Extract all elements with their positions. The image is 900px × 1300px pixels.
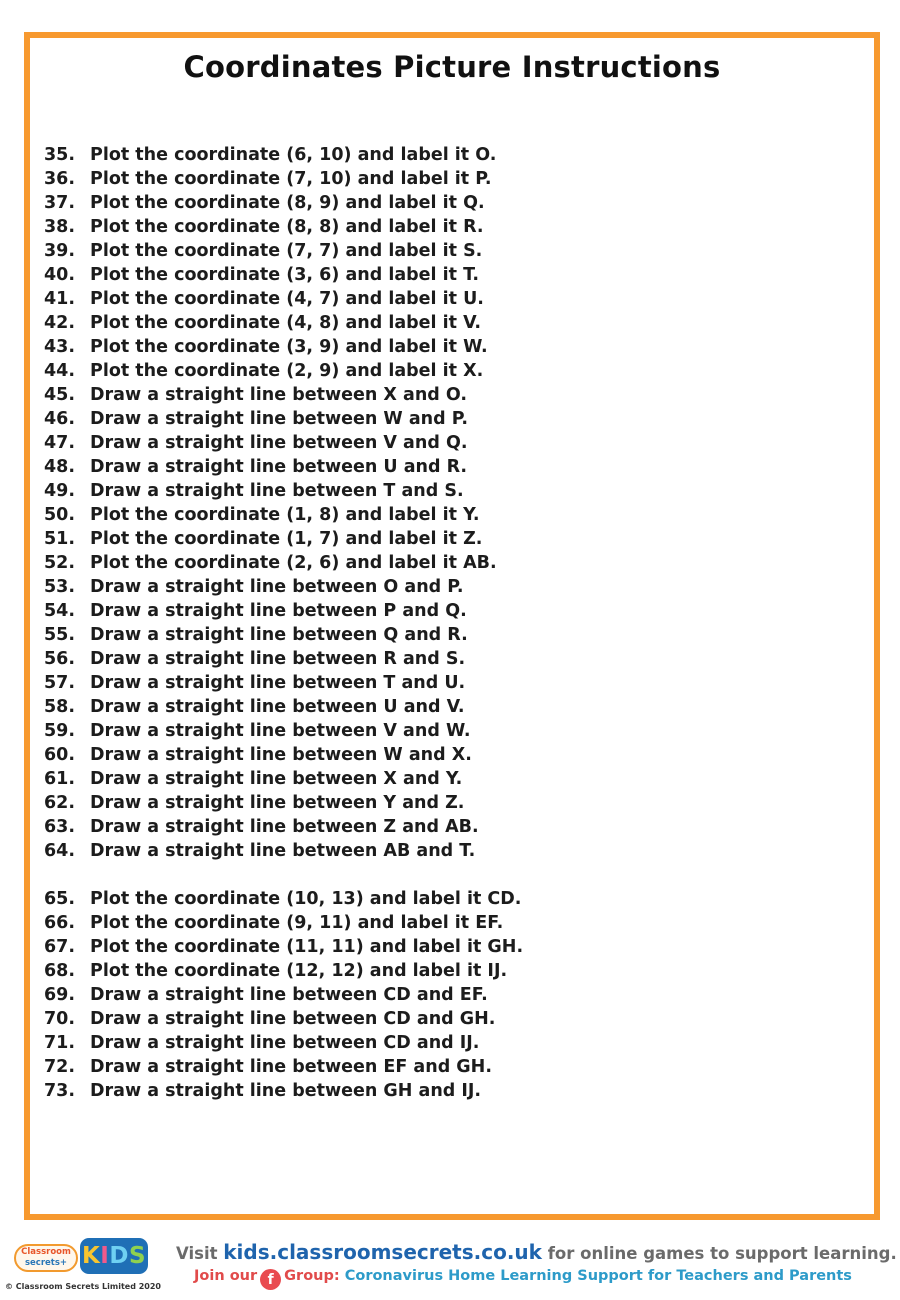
instruction-number: 67.	[44, 937, 76, 957]
instruction-number: 71.	[44, 1033, 76, 1053]
instruction-item	[44, 287, 864, 311]
instruction-text: Draw a straight line between T and S.	[90, 481, 464, 501]
instruction-item	[44, 719, 864, 743]
website-link[interactable]: kids.classroomsecrets.co.uk	[223, 1240, 542, 1264]
instruction-number: 69.	[44, 985, 76, 1005]
instruction-text: Draw a straight line between W and X.	[90, 745, 472, 765]
instruction-number: 73.	[44, 1081, 76, 1101]
instruction-item	[44, 695, 864, 719]
facebook-icon[interactable]: f	[260, 1269, 281, 1290]
instruction-text: Plot the coordinate (7, 7) and label it S.	[90, 241, 483, 261]
instruction-number: 53.	[44, 577, 76, 597]
instruction-item	[44, 1055, 864, 1079]
instruction-number: 58.	[44, 697, 76, 717]
instruction-text: Draw a straight line between AB and T.	[90, 841, 476, 861]
instruction-text: Draw a straight line between Z and AB.	[90, 817, 479, 837]
instruction-text: Draw a straight line between V and Q.	[90, 433, 468, 453]
kids-logo-d: D	[109, 1243, 129, 1269]
instruction-number: 37.	[44, 193, 76, 213]
instruction-text: Draw a straight line between T and U.	[90, 673, 466, 693]
instruction-text: Draw a straight line between Y and Z.	[90, 793, 465, 813]
instruction-number: 40.	[44, 265, 76, 285]
instruction-number: 66.	[44, 913, 76, 933]
instruction-item	[44, 383, 864, 407]
instruction-text: Plot the coordinate (8, 8) and label it R.	[90, 217, 484, 237]
instruction-number: 55.	[44, 625, 76, 645]
instruction-text: Draw a straight line between P and Q.	[90, 601, 467, 621]
instruction-item	[44, 167, 864, 191]
join-line	[194, 1268, 852, 1290]
instruction-item	[44, 959, 864, 983]
instruction-text: Draw a straight line between U and R.	[90, 457, 468, 477]
instruction-item	[44, 551, 864, 575]
instruction-text: Draw a straight line between X and Y.	[90, 769, 463, 789]
instruction-item	[44, 311, 864, 335]
instruction-number: 47.	[44, 433, 76, 453]
instruction-text: Plot the coordinate (9, 11) and label it EF.	[90, 913, 504, 933]
instruction-item	[44, 431, 864, 455]
instruction-text: Draw a straight line between Q and R.	[90, 625, 468, 645]
join-prefix: Join our	[194, 1268, 258, 1284]
visit-prefix: Visit	[176, 1244, 218, 1263]
instruction-text: Draw a straight line between CD and GH.	[90, 1009, 496, 1029]
instruction-number: 36.	[44, 169, 76, 189]
instruction-item	[44, 791, 864, 815]
instruction-number: 49.	[44, 481, 76, 501]
instruction-text: Plot the coordinate (3, 6) and label it T.	[90, 265, 480, 285]
instruction-item	[44, 815, 864, 839]
instruction-item	[44, 407, 864, 431]
instruction-text: Plot the coordinate (4, 7) and label it U.	[90, 289, 484, 309]
instruction-list	[44, 143, 864, 1103]
instruction-number: 59.	[44, 721, 76, 741]
instruction-number: 62.	[44, 793, 76, 813]
instruction-number: 46.	[44, 409, 76, 429]
instruction-number: 56.	[44, 649, 76, 669]
instruction-item	[44, 623, 864, 647]
instruction-text: Plot the coordinate (12, 12) and label it IJ.	[90, 961, 508, 981]
group-name-link[interactable]: Coronavirus Home Learning Support for Teachers and Parents	[344, 1268, 852, 1284]
instruction-item	[44, 1079, 864, 1103]
instruction-number: 38.	[44, 217, 76, 237]
instruction-item	[44, 839, 864, 863]
worksheet-frame	[24, 32, 880, 1220]
kids-logo[interactable]	[80, 1238, 148, 1274]
visit-suffix: for online games to support learning.	[547, 1244, 897, 1263]
instruction-text: Plot the coordinate (8, 9) and label it Q.	[90, 193, 485, 213]
instruction-number: 41.	[44, 289, 76, 309]
instruction-item	[44, 191, 864, 215]
instruction-number: 63.	[44, 817, 76, 837]
instruction-text: Plot the coordinate (4, 8) and label it V.	[90, 313, 482, 333]
instruction-text: Plot the coordinate (11, 11) and label it GH.	[90, 937, 524, 957]
instruction-text: Draw a straight line between GH and IJ.	[90, 1081, 482, 1101]
instruction-number: 54.	[44, 601, 76, 621]
instruction-text: Draw a straight line between EF and GH.	[90, 1057, 492, 1077]
kids-logo-k: K	[81, 1243, 101, 1269]
instruction-number: 52.	[44, 553, 76, 573]
kids-logo-s: S	[128, 1243, 147, 1269]
visit-line	[176, 1240, 897, 1264]
instruction-text: Draw a straight line between W and P.	[90, 409, 468, 429]
footer	[0, 1230, 900, 1300]
instruction-item	[44, 1007, 864, 1031]
instruction-item	[44, 911, 864, 935]
instruction-item	[44, 887, 864, 911]
instruction-item	[44, 455, 864, 479]
instruction-item	[44, 983, 864, 1007]
instruction-text: Plot the coordinate (1, 8) and label it Y.	[90, 505, 480, 525]
instruction-number: 50.	[44, 505, 76, 525]
copyright-notice: © Classroom Secrets Limited 2020	[5, 1282, 161, 1291]
instruction-text: Draw a straight line between X and O.	[90, 385, 468, 405]
instruction-item	[44, 647, 864, 671]
instruction-item	[44, 335, 864, 359]
instruction-item	[44, 743, 864, 767]
instruction-text: Draw a straight line between U and V.	[90, 697, 465, 717]
instruction-item	[44, 599, 864, 623]
logo-line-1: Classroom	[21, 1247, 71, 1257]
instruction-item	[44, 527, 864, 551]
instruction-item	[44, 143, 864, 167]
instruction-text: Draw a straight line between CD and IJ.	[90, 1033, 480, 1053]
instruction-text: Plot the coordinate (7, 10) and label it P.	[90, 169, 492, 189]
instruction-number: 64.	[44, 841, 76, 861]
instruction-text: Plot the coordinate (6, 10) and label it O.	[90, 145, 497, 165]
instruction-item	[44, 503, 864, 527]
instruction-item	[44, 263, 864, 287]
instruction-number: 60.	[44, 745, 76, 765]
kids-logo-i: I	[100, 1243, 110, 1269]
instruction-number: 72.	[44, 1057, 76, 1077]
page-title: Coordinates Picture Instructions	[183, 50, 721, 84]
instruction-number: 42.	[44, 313, 76, 333]
instruction-text: Draw a straight line between O and P.	[90, 577, 464, 597]
group-label: Group:	[284, 1268, 340, 1284]
classroom-secrets-logo[interactable]	[14, 1244, 78, 1272]
instruction-text: Draw a straight line between CD and EF.	[90, 985, 488, 1005]
instruction-item	[44, 767, 864, 791]
instruction-number: 45.	[44, 385, 76, 405]
instruction-text: Plot the coordinate (2, 9) and label it X.	[90, 361, 484, 381]
instruction-text: Draw a straight line between R and S.	[90, 649, 466, 669]
instruction-item	[44, 359, 864, 383]
instruction-item	[44, 215, 864, 239]
instruction-item	[44, 239, 864, 263]
instruction-number: 39.	[44, 241, 76, 261]
instruction-item	[44, 935, 864, 959]
instruction-number: 68.	[44, 961, 76, 981]
instruction-text: Plot the coordinate (2, 6) and label it AB.	[90, 553, 497, 573]
instruction-text: Plot the coordinate (10, 13) and label it CD.	[90, 889, 522, 909]
instruction-number: 35.	[44, 145, 76, 165]
instruction-text: Plot the coordinate (3, 9) and label it W.	[90, 337, 488, 357]
instruction-number: 57.	[44, 673, 76, 693]
instruction-number: 61.	[44, 769, 76, 789]
instruction-number: 44.	[44, 361, 76, 381]
instruction-item	[44, 575, 864, 599]
logo-line-2: secrets+	[24, 1258, 68, 1268]
instruction-item	[44, 671, 864, 695]
instruction-text: Plot the coordinate (1, 7) and label it Z.	[90, 529, 483, 549]
section-spacer	[44, 863, 864, 887]
instruction-number: 43.	[44, 337, 76, 357]
instruction-number: 48.	[44, 457, 76, 477]
instruction-number: 65.	[44, 889, 76, 909]
instruction-number: 51.	[44, 529, 76, 549]
instruction-number: 70.	[44, 1009, 76, 1029]
instruction-item	[44, 479, 864, 503]
instruction-text: Draw a straight line between V and W.	[90, 721, 471, 741]
instruction-item	[44, 1031, 864, 1055]
